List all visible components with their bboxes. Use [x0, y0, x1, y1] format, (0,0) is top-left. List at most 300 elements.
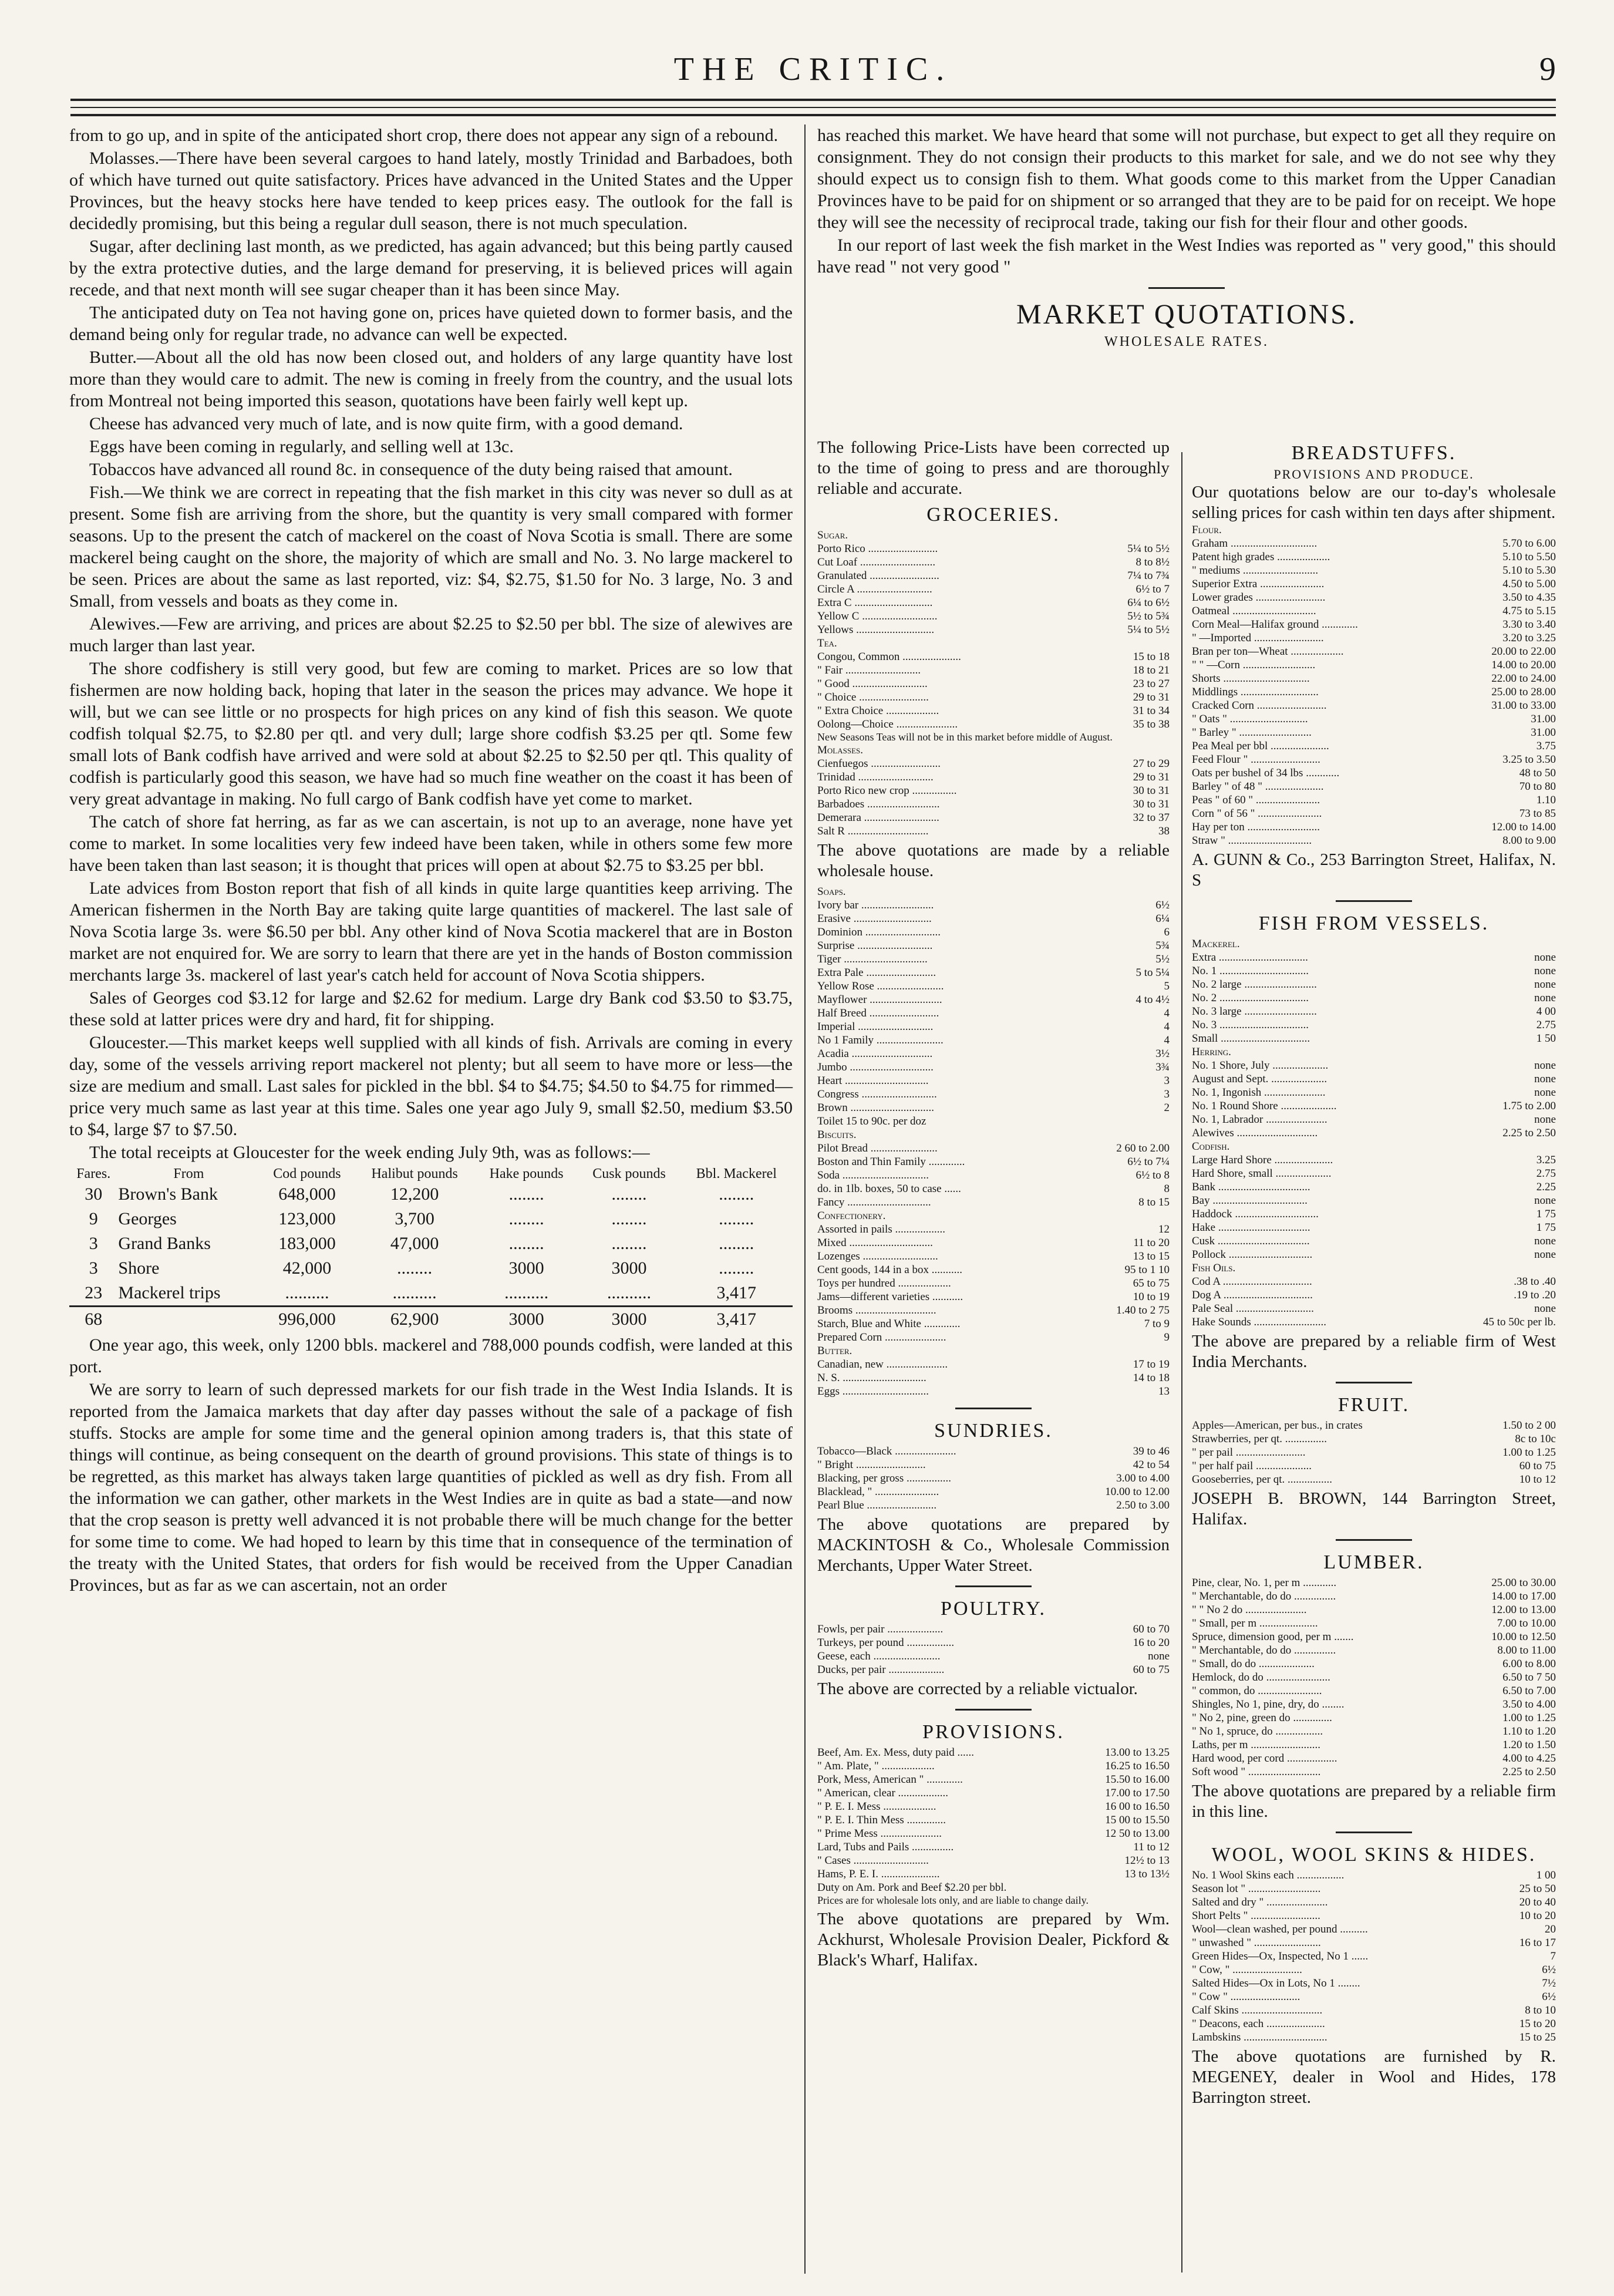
- list-item: [1192, 1126, 1556, 1140]
- table-cell: 3000: [475, 1307, 578, 1332]
- section-divider: [955, 1585, 1032, 1587]
- item-name: " " No 2 do ......................: [1192, 1604, 1307, 1616]
- item-price: 12 50 to 13.00: [1105, 1827, 1170, 1840]
- item-name: Hake Sounds ..........................: [1192, 1316, 1327, 1328]
- item-price: 45 to 50c per lb.: [1482, 1316, 1556, 1328]
- lumber-credit: The above quotations are prepared by a reliable firm in this line.: [1192, 1782, 1556, 1821]
- item-name: Heart ..............................: [817, 1075, 929, 1087]
- table-header-cell: Bbl. Mackerel: [696, 1166, 777, 1181]
- item-name: Green Hides—Ox, Inspected, No 1 ......: [1192, 1950, 1369, 1962]
- list-item: [1192, 726, 1556, 739]
- item-price: 7½: [1542, 1977, 1556, 1989]
- list-item: [1192, 1603, 1556, 1617]
- paragraph: Tobaccos have advanced all round 8c. in consequence of the duty being raised that amount.: [89, 460, 733, 479]
- item-name: Eggs ...............................: [817, 1385, 929, 1398]
- item-price: 29 to 31: [1133, 771, 1170, 783]
- item-name: " common, do .......................: [1192, 1685, 1322, 1697]
- item-name: Lower grades .........................: [1192, 591, 1326, 604]
- item-price: none: [1534, 965, 1556, 977]
- table-cell: ........: [611, 1184, 647, 1204]
- list-item: [1192, 766, 1556, 780]
- breadstuffs-credit: A. GUNN & Co., 253 Barrington Street, Halifax, N. S: [1192, 850, 1556, 890]
- list-item: [817, 1385, 1170, 1398]
- list-item: [817, 1499, 1170, 1512]
- item-price: 15.50 to 16.00: [1105, 1773, 1170, 1786]
- item-price: 38: [1158, 825, 1170, 837]
- table-cell: 62,900: [355, 1307, 475, 1332]
- item-name: Prepared Corn ......................: [817, 1331, 946, 1344]
- item-price: 16.25 to 16.50: [1105, 1760, 1170, 1772]
- item-name: No. 2 ................................: [1192, 992, 1309, 1004]
- table-cell: 3000: [508, 1258, 544, 1278]
- list-item: [1192, 1207, 1556, 1221]
- item-price: 6½: [1542, 1964, 1556, 1976]
- item-name: Hay per ton ..........................: [1192, 821, 1320, 833]
- item-name: Cienfuegos .........................: [817, 758, 941, 770]
- item-name: Wool—clean washed, per pound ..........: [1192, 1923, 1368, 1935]
- item-name: Extra ................................: [1192, 951, 1308, 964]
- table-cell: 183,000: [278, 1234, 336, 1253]
- breadstuffs-subheading: PROVISIONS AND PRODUCE.: [1273, 467, 1474, 482]
- list-item: [817, 757, 1170, 770]
- table-row: [69, 1256, 793, 1281]
- item-price: none: [1534, 978, 1556, 991]
- table-cell: Mackerel trips: [118, 1283, 221, 1302]
- table-row: [69, 1231, 793, 1256]
- list-item: [817, 1250, 1170, 1263]
- item-name: No. 3 ................................: [1192, 1019, 1309, 1031]
- item-price: 13: [1158, 1385, 1170, 1398]
- list-item: [1192, 1950, 1556, 1963]
- table-cell: Grand Banks: [118, 1234, 211, 1253]
- item-price: 4 to 4½: [1135, 994, 1170, 1006]
- item-price: 30 to 31: [1133, 798, 1170, 810]
- item-price: 6: [1164, 926, 1170, 938]
- item-price: 15 to 20: [1519, 2018, 1556, 2030]
- list-category: Herring.: [1192, 1046, 1231, 1058]
- item-name: Jams—different varieties ...........: [817, 1291, 963, 1303]
- item-name: " Barley " ..........................: [1192, 726, 1312, 739]
- list-item: [1192, 991, 1556, 1005]
- item-price: 70 to 80: [1519, 780, 1556, 793]
- item-name: Corn " of 56 " .......................: [1192, 807, 1322, 820]
- breadstuffs-price-list: [1192, 523, 1556, 847]
- list-item: [1192, 1711, 1556, 1725]
- list-category: Biscuits.: [817, 1129, 857, 1141]
- list-item: [817, 1196, 1170, 1209]
- item-price: 3.25 to 3.50: [1502, 753, 1556, 766]
- left-column: [69, 124, 793, 1597]
- item-price: none: [1534, 1235, 1556, 1247]
- item-name: Circle A ...........................: [817, 583, 932, 595]
- groceries-price-list: [817, 528, 1170, 838]
- poultry-price-list: [817, 1622, 1170, 1676]
- list-item: [1192, 591, 1556, 604]
- item-name: Porto Rico new crop ................: [817, 785, 957, 797]
- item-price: 48 to 50: [1519, 767, 1556, 779]
- item-name: Congress ...........................: [817, 1088, 937, 1100]
- item-name: do. in 1lb. boxes, 50 to case ......: [817, 1183, 961, 1195]
- list-item: [1192, 1059, 1556, 1072]
- item-price: 1.00 to 1.25: [1502, 1446, 1556, 1459]
- list-item: [1192, 1630, 1556, 1644]
- list-category: Confectionery.: [817, 1210, 886, 1222]
- list-item: [817, 1047, 1170, 1061]
- item-price: none: [1534, 1059, 1556, 1072]
- item-name: Congou, Common .....................: [817, 651, 961, 663]
- list-category: Codfish.: [1192, 1140, 1230, 1153]
- item-name: Cut Loaf ...........................: [817, 556, 936, 568]
- item-name: Boston and Thin Family .............: [817, 1156, 965, 1168]
- item-name: Blacking, per gross ................: [817, 1472, 951, 1484]
- list-item: [817, 1236, 1170, 1250]
- item-name: Acadia .............................: [817, 1048, 933, 1060]
- table-total-row: [69, 1307, 793, 1332]
- item-price: 35 to 38: [1133, 718, 1170, 730]
- item-price: 3½: [1155, 1048, 1170, 1060]
- list-item: [817, 610, 1170, 623]
- item-price: 32 to 37: [1133, 812, 1170, 824]
- item-price: 14.00 to 17.00: [1491, 1590, 1556, 1603]
- table-cell: ........: [719, 1209, 754, 1228]
- list-item: [817, 691, 1170, 704]
- item-name: Oatmeal ..............................: [1192, 605, 1316, 617]
- item-name: Turkeys, per pound .................: [817, 1637, 955, 1649]
- item-name: Graham ...............................: [1192, 537, 1318, 550]
- item-price: 2.50 to 3.00: [1116, 1499, 1170, 1511]
- list-item: [817, 1074, 1170, 1088]
- item-price: 16 to 20: [1133, 1637, 1170, 1649]
- list-item: [817, 556, 1170, 569]
- item-price: 10.00 to 12.00: [1105, 1486, 1170, 1498]
- list-item: [1192, 1576, 1556, 1590]
- item-name: Haddock ..............................: [1192, 1208, 1319, 1220]
- item-name: Hake .................................: [1192, 1221, 1310, 1234]
- table-row: [69, 1281, 793, 1307]
- list-item: [1192, 807, 1556, 820]
- list-item: [817, 677, 1170, 691]
- list-item: [817, 1746, 1170, 1759]
- item-price: 3.50 to 4.00: [1502, 1698, 1556, 1711]
- table-cell: ........: [508, 1184, 544, 1204]
- item-name: " Deacons, each .....................: [1192, 2018, 1325, 2030]
- list-category: Butter.: [817, 1345, 853, 1357]
- item-price: none: [1148, 1650, 1170, 1662]
- item-name: Alewives .............................: [1192, 1127, 1318, 1139]
- item-price: 1.50 to 2 00: [1502, 1419, 1556, 1432]
- list-category: Tea.: [817, 637, 837, 649]
- item-price: [1166, 1881, 1170, 1894]
- table-cell: ..........: [504, 1283, 549, 1302]
- table-cell: ..........: [607, 1283, 652, 1302]
- paragraph: Sugar, after declining last month, as we predicted, has again advanced; but this being partly caused by the extra protective duties, and the large demand for preserving, it is believed prices will again recede, and that next month will see sugar cheaper than it has been since May.: [69, 237, 793, 299]
- item-price: 73 to 85: [1519, 807, 1556, 820]
- paragraph: Late advices from Boston report that fish of all kinds in quite large quantities keep arriving. The American fishermen in the North Bay are taking quite large quantities of mackerel. The last sale of Nova Scotia large 3s. were $6.50 per bbl. Any other kind of Nova Scotia mackerel that are in Boston market are not enquired for. We are sorry to learn that there are yet in the hands of Boston commission merchants large 3s. mackerel of last year's catch held for account of Nova Scotia shippers.: [69, 878, 793, 985]
- item-price: 2.75: [1536, 1019, 1556, 1031]
- item-price: 8c to 10c: [1515, 1433, 1556, 1445]
- item-name: Duty on Am. Pork and Beef $2.20 per bbl.: [817, 1881, 1007, 1894]
- item-name: Feed Flour " .........................: [1192, 753, 1320, 766]
- item-price: 3.30 to 3.40: [1502, 618, 1556, 631]
- item-name: Dog A ................................: [1192, 1289, 1313, 1301]
- price-list-intro: The following Price-Lists have been corrected up to the time of going to press and are thoroughly reliable and accurate.: [817, 438, 1170, 498]
- item-name: Imperial ...........................: [817, 1021, 934, 1033]
- item-name: Pine, clear, No. 1, per m ............: [1192, 1577, 1337, 1589]
- paragraph: Sales of Georges cod $3.12 for large and $2.62 for medium. Large dry Bank cod $3.50 to $3.75, these sold at latter prices were dry and hard, fit for shipping.: [69, 988, 793, 1029]
- list-item: [1192, 1072, 1556, 1086]
- item-price: 17.00 to 17.50: [1105, 1787, 1170, 1799]
- item-price: 7¼ to 7¾: [1127, 570, 1170, 582]
- item-name: Starch, Blue and White .............: [817, 1318, 961, 1330]
- list-item: [817, 1304, 1170, 1317]
- item-price: 10.00 to 12.50: [1491, 1631, 1556, 1643]
- item-name: Superior Extra .......................: [1192, 578, 1325, 590]
- item-name: Brown ..............................: [817, 1102, 934, 1114]
- item-price: 31.00: [1531, 726, 1556, 739]
- item-name: August and Sept. ....................: [1192, 1073, 1327, 1085]
- item-price: 6.50 to 7 50: [1502, 1671, 1556, 1684]
- list-item: [1192, 1644, 1556, 1657]
- list-item: [1192, 793, 1556, 807]
- item-price: 23 to 27: [1133, 678, 1170, 690]
- item-price: 4.00 to 4.25: [1502, 1752, 1556, 1765]
- list-item: [817, 811, 1170, 824]
- item-price: 5½: [1155, 953, 1170, 965]
- list-item: [817, 925, 1170, 939]
- list-item: [817, 1854, 1170, 1867]
- section-divider: [955, 1408, 1032, 1409]
- item-price: 22.00 to 24.00: [1491, 672, 1556, 685]
- item-name: Yellow C ...........................: [817, 610, 938, 622]
- item-name: No. 2 large ..........................: [1192, 978, 1317, 991]
- item-price: 8 to 8½: [1135, 556, 1170, 568]
- list-item: [1192, 1153, 1556, 1167]
- table-cell: ........: [611, 1234, 647, 1253]
- item-name: Cent goods, 144 in a box ...........: [817, 1264, 962, 1276]
- item-name: Laths, per m .........................: [1192, 1739, 1321, 1751]
- list-item: [1192, 1990, 1556, 2004]
- item-name: Apples—American, per bus., in crates: [1192, 1419, 1363, 1432]
- item-price: 18 to 21: [1133, 664, 1170, 676]
- item-name: Lozenges ...........................: [817, 1250, 938, 1263]
- list-item: [1192, 1288, 1556, 1302]
- lumber-heading: LUMBER.: [1323, 1551, 1424, 1573]
- item-name: " American, clear ..................: [817, 1787, 949, 1799]
- list-item: [1192, 951, 1556, 964]
- list-item: [1192, 1936, 1556, 1950]
- paragraph: The anticipated duty on Tea not having gone on, prices have quieted down to former basis, and the demand being only for regular trade, no advance can well be expected.: [69, 303, 793, 344]
- list-item: [817, 1786, 1170, 1800]
- item-name: " Small, do do ....................: [1192, 1658, 1315, 1670]
- item-name: Trinidad ...........................: [817, 771, 934, 783]
- item-price: 12½ to 13: [1124, 1854, 1170, 1867]
- list-item: [1192, 1446, 1556, 1459]
- column-divider: [1181, 452, 1182, 2273]
- list-item: [817, 1663, 1170, 1676]
- list-category: Molasses.: [817, 744, 863, 756]
- item-price: 1.00 to 1.25: [1502, 1712, 1556, 1724]
- item-name: Cod A ................................: [1192, 1275, 1312, 1288]
- paragraph: Cheese has advanced very much of late, and is now quite firm, with a good demand.: [89, 414, 683, 433]
- item-name: " Cow " .........................: [1192, 1991, 1300, 2003]
- list-item: [1192, 1617, 1556, 1630]
- item-name: Patent high grades ...................: [1192, 551, 1330, 563]
- item-name: Dominion ...........................: [817, 926, 941, 938]
- item-name: " No 1, spruce, do .................: [1192, 1725, 1323, 1738]
- item-price: 12: [1158, 1223, 1170, 1235]
- list-item: [1192, 834, 1556, 847]
- item-price: none: [1534, 951, 1556, 964]
- item-price: 13 to 13½: [1124, 1868, 1170, 1880]
- item-price: 13.00 to 13.25: [1105, 1746, 1170, 1759]
- item-name: Salt R .............................: [817, 825, 929, 837]
- item-price: 2.25: [1536, 1181, 1556, 1193]
- item-name: Mayflower ..........................: [817, 994, 942, 1006]
- item-price: none: [1534, 1302, 1556, 1315]
- item-name: No. 3 large ..........................: [1192, 1005, 1317, 1018]
- list-item: [1192, 1869, 1556, 1882]
- list-item: [1192, 1963, 1556, 1977]
- list-item: [1192, 672, 1556, 685]
- item-price: 5 to 5¼: [1135, 967, 1170, 979]
- item-name: Extra Pale .........................: [817, 967, 936, 979]
- table-cell: 3,417: [680, 1307, 793, 1332]
- list-item: [1192, 1752, 1556, 1765]
- provisions-price-list: [817, 1746, 1170, 1907]
- item-name: Erasive ............................: [817, 913, 932, 925]
- table-cell: ........: [719, 1258, 754, 1278]
- list-item: [817, 1867, 1170, 1881]
- item-price: 15 to 25: [1519, 2031, 1556, 2043]
- list-item: [1192, 1671, 1556, 1684]
- list-item: [817, 1088, 1170, 1101]
- item-price: 2.25 to 2.50: [1502, 1766, 1556, 1778]
- item-price: 1.10: [1536, 794, 1556, 806]
- list-item: [1192, 1275, 1556, 1288]
- list-item: [817, 979, 1170, 993]
- item-price: 15 to 18: [1133, 651, 1170, 663]
- paragraph: The total receipts at Gloucester for the week ending July 9th, was as follows:—: [89, 1143, 650, 1162]
- item-name: " per pail .........................: [1192, 1446, 1306, 1459]
- item-price: 1 75: [1536, 1221, 1556, 1234]
- item-price: none: [1534, 1113, 1556, 1126]
- item-price: .19 to .20: [1514, 1289, 1556, 1301]
- list-item: [1192, 550, 1556, 564]
- table-cell: 3: [89, 1258, 98, 1278]
- item-price: 17 to 19: [1133, 1358, 1170, 1371]
- item-name: Tobacco—Black ......................: [817, 1445, 956, 1457]
- item-name: Calf Skins .............................: [1192, 2004, 1323, 2016]
- item-name: Extra C ............................: [817, 597, 933, 609]
- item-name: Short Pelts " .........................: [1192, 1910, 1320, 1922]
- list-item: [1192, 1909, 1556, 1923]
- list-item: [1192, 537, 1556, 550]
- list-item: [817, 569, 1170, 583]
- list-item: [1192, 1234, 1556, 1248]
- item-price: 1 50: [1536, 1032, 1556, 1045]
- list-item: [817, 1636, 1170, 1649]
- item-price: 20: [1545, 1923, 1556, 1935]
- table-cell: ........: [397, 1258, 433, 1278]
- item-name: " P. E. I. Mess ...................: [817, 1800, 936, 1813]
- list-item: [1192, 1221, 1556, 1234]
- item-name: Granulated .........................: [817, 570, 939, 582]
- list-item: [817, 1773, 1170, 1786]
- list-item: [1192, 2004, 1556, 2017]
- item-price: 4.50 to 5.00: [1502, 578, 1556, 590]
- market-quotations-title: MARKET QUOTATIONS.: [1016, 299, 1357, 330]
- section-divider: [1336, 1832, 1412, 1833]
- item-name: " Fair ...........................: [817, 664, 921, 676]
- list-item: [1192, 1725, 1556, 1738]
- item-name: Toys per hundred ...................: [817, 1277, 951, 1290]
- list-item: [817, 770, 1170, 784]
- item-name: " Good ...........................: [817, 678, 928, 690]
- item-name: No. 1 Round Shore ....................: [1192, 1100, 1337, 1112]
- list-item: [817, 1813, 1170, 1827]
- middle-price-column: [817, 437, 1170, 1974]
- item-name: Fowls, per pair ....................: [817, 1623, 944, 1635]
- table-cell: 648,000: [278, 1184, 336, 1204]
- item-price: 65 to 75: [1133, 1277, 1170, 1290]
- item-name: " per half pail ....................: [1192, 1460, 1312, 1472]
- item-price: 5.10 to 5.30: [1502, 564, 1556, 577]
- fruit-credit: JOSEPH B. BROWN, 144 Barrington Street, Halifax.: [1192, 1489, 1556, 1529]
- item-name: Oolong—Choice ......................: [817, 718, 958, 730]
- item-price: 13 to 15: [1133, 1250, 1170, 1263]
- list-item: [1192, 712, 1556, 726]
- table-cell: 3: [89, 1234, 98, 1253]
- list-item: [817, 1317, 1170, 1331]
- item-name: Hard Shore, small ....................: [1192, 1167, 1332, 1180]
- item-price: 8: [1164, 1183, 1170, 1195]
- item-price: 8 to 15: [1138, 1196, 1170, 1208]
- item-name: No 1 Family ........................: [817, 1034, 944, 1046]
- list-item: [817, 1472, 1170, 1485]
- list-item: [817, 704, 1170, 718]
- item-price: 25 to 50: [1519, 1883, 1556, 1895]
- list-item: [817, 952, 1170, 966]
- masthead: [70, 46, 1556, 93]
- item-name: " Extra Choice ...................: [817, 705, 939, 717]
- item-price: .38 to .40: [1514, 1275, 1556, 1288]
- item-price: 16 to 17: [1519, 1937, 1556, 1949]
- item-price: 3: [1164, 1075, 1170, 1087]
- list-item: [1192, 739, 1556, 753]
- item-price: 3.20 to 3.25: [1502, 632, 1556, 644]
- item-name: Oats per bushel of 34 lbs ............: [1192, 767, 1340, 779]
- poultry-credit: The above are corrected by a reliable victualor.: [817, 1679, 1138, 1698]
- paragraph: Molasses.—There have been several cargoes to hand lately, mostly Trinidad and Barbadoes, both of which have turned out quite satisfactory. Prices have advanced in the United States and the Upper Provinces, but the heavy stocks here have tended to keep prices easy. The outlook for the fall is decidedly promising, but this being a regular dull season, there is not much speculation.: [69, 149, 793, 233]
- item-price: 31 to 34: [1133, 705, 1170, 717]
- item-name: Yellows ............................: [817, 624, 935, 636]
- item-name: Salted Hides—Ox in Lots, No 1 ........: [1192, 1977, 1360, 1989]
- list-item: [1192, 1432, 1556, 1446]
- item-price: 2 60 to 2.00: [1116, 1142, 1170, 1154]
- paragraph: Fish.—We think we are correct in repeating that the fish market in this city was never so dull as at present. Some fish are arriving from the shore, but the quantity is very small compared with former seasons. Up to the present the catch of mackerel on the coast of Nova Scotia is small. There are some mackerel being caught on the shore, the majority of which are small and No. 3. No large mackerel to be seen. Prices are about the same as last reported, viz: $4, $2.75, $1.50 for No. 3 large, No. 3 and Small, from vessels and boats as they come in.: [69, 483, 793, 611]
- item-price: 60 to 75: [1519, 1460, 1556, 1472]
- list-item: [817, 650, 1170, 664]
- item-name: Soda ...............................: [817, 1169, 929, 1181]
- item-name: Cracked Corn .........................: [1192, 699, 1327, 712]
- item-price: 10 to 19: [1133, 1291, 1170, 1303]
- item-name: Barbadoes ..........................: [817, 798, 940, 810]
- item-price: none: [1534, 1086, 1556, 1099]
- item-name: Canadian, new ......................: [817, 1358, 948, 1371]
- item-price: 3¾: [1155, 1061, 1170, 1073]
- item-name: Spruce, dimension good, per m .......: [1192, 1631, 1354, 1643]
- item-price: 39 to 46: [1133, 1445, 1170, 1457]
